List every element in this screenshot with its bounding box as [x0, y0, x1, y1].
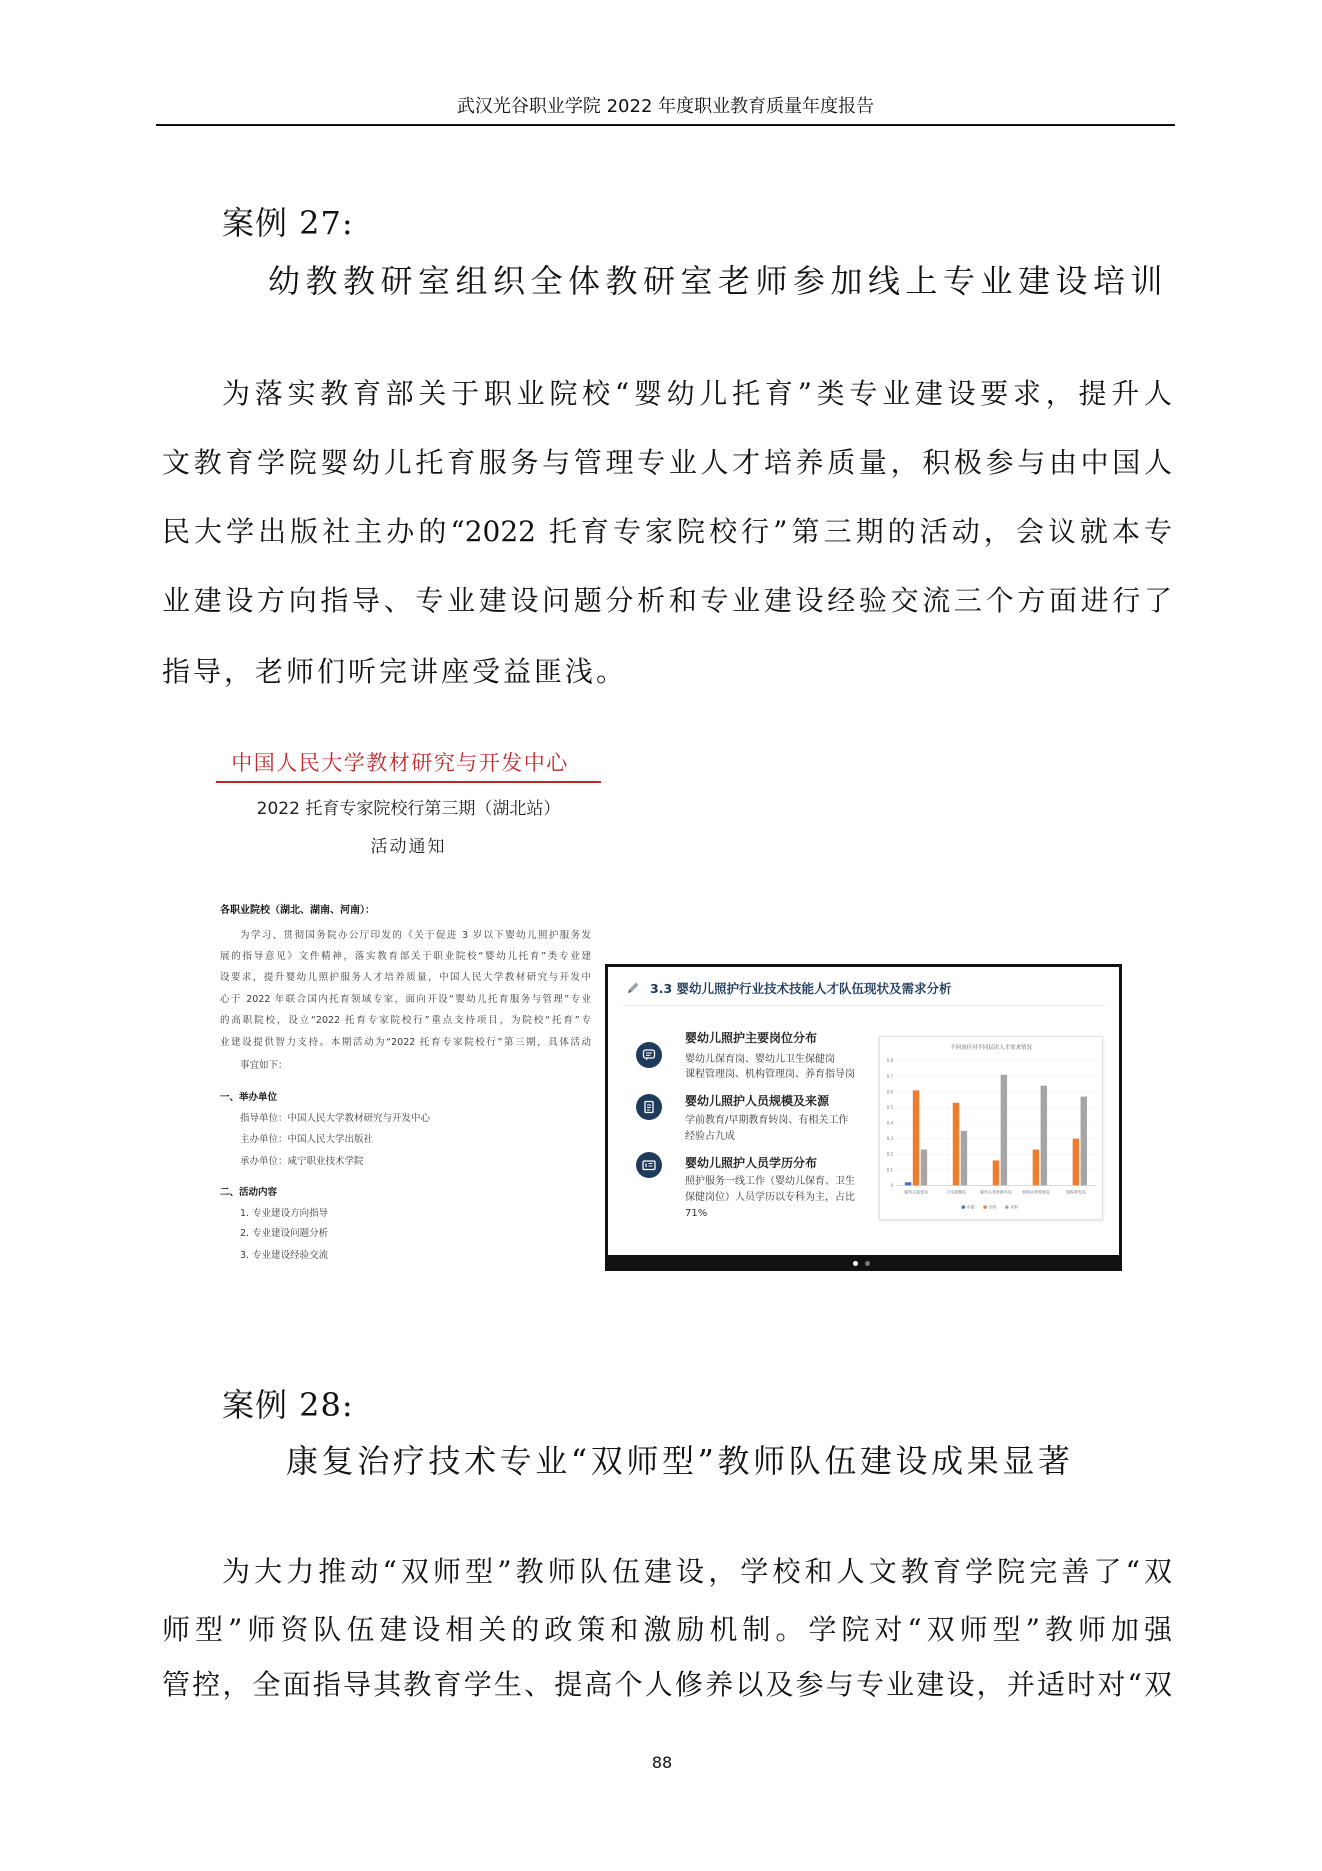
y-tick-label: 0.8 [886, 1058, 894, 1064]
y-tick-label: 0.3 [886, 1136, 894, 1142]
bar [953, 1103, 959, 1186]
case-27-label: 案例 27: [222, 204, 354, 242]
legend-swatch [962, 1205, 966, 1209]
x-tick-label: 课程研发岗 [1066, 1189, 1086, 1195]
notice-section-item: 承办单位：咸宁职业技术学院 [240, 1156, 364, 1167]
y-tick-label: 0.1 [886, 1167, 894, 1173]
notice-section-item: 指导单位：中国人民大学教材研究与开发中心 [240, 1113, 431, 1124]
chat-icon [636, 1042, 662, 1068]
notice-subtitle: 活动通知 [370, 837, 447, 857]
bar [1073, 1139, 1079, 1186]
x-tick-label: 婴幼儿保育岗 [904, 1189, 928, 1195]
y-tick-label: 0.4 [886, 1120, 894, 1126]
case-27-title: 幼教教研室组织全体教研室老师参加线上专业建设培训 [268, 262, 1169, 300]
paragraph-line: 指导，老师们听完讲座受益匪浅。 [162, 655, 628, 688]
case-28-label: 案例 28: [222, 1386, 354, 1424]
slide-item-line: 婴幼儿保育岗、婴幼儿卫生保健岗 [685, 1054, 835, 1065]
x-tick-label: 卫生保健岗 [946, 1189, 966, 1195]
id-card-icon [636, 1152, 662, 1178]
bar [1001, 1075, 1007, 1186]
pencil-icon [625, 980, 641, 1000]
x-tick-label: 机构运营管理岗 [1022, 1189, 1050, 1195]
paragraph-line: 管控，全面指导其教育学生、提高个人修养以及参与专业建设，并适时对“双 [162, 1668, 1172, 1701]
notice-section-item: 1. 专业建设方向指导 [240, 1208, 329, 1219]
slide-item-line: 71% [685, 1208, 708, 1219]
legend-swatch [983, 1205, 987, 1209]
bar [1041, 1086, 1047, 1186]
slide-item-line: 课程管理岗、机构管理岗、养育指导岗 [685, 1069, 855, 1080]
slide-screen [608, 967, 1119, 1255]
bar [921, 1150, 927, 1186]
x-tick-label: 婴幼儿养育指导岗 [980, 1189, 1012, 1195]
running-header: 武汉光谷职业学院 2022 年度职业教育质量年度报告 [456, 96, 875, 117]
chart-canvas [880, 1037, 1102, 1219]
notice-section-item: 3. 专业建设经验交流 [240, 1250, 329, 1261]
notice-section-item: 主办单位：中国人民大学出版社 [240, 1134, 374, 1145]
y-tick-label: 0.5 [886, 1104, 894, 1110]
notice-section-heading: 二、活动内容 [220, 1187, 278, 1198]
slide-title-rule [622, 1005, 1105, 1006]
notice-image [216, 740, 601, 1265]
page-number: 88 [651, 1753, 673, 1772]
notice-org-title: 中国人民大学教材研究与开发中心 [231, 751, 569, 775]
paragraph-line: 民大学出版社主办的“2022 托育专家院校行”第三期的活动，会议就本专 [162, 515, 1172, 548]
notice-salutation: 各职业院校（湖北、湖南、河南）： [220, 905, 375, 916]
slide-item-heading: 婴幼儿照护主要岗位分布 [685, 1031, 818, 1045]
slide-screenshot [605, 964, 1122, 1271]
notice-section-item: 2. 专业建设问题分析 [240, 1228, 329, 1239]
y-tick-label: 0.6 [886, 1089, 894, 1095]
slide-item-line: 照护服务一线工作（婴幼儿保育、卫生 [685, 1176, 855, 1187]
document-icon [636, 1094, 662, 1120]
notice-body-line: 心于 2022 年联合国内托育领域专家，面向开设“婴幼儿托育服务与管理”专业 [220, 994, 591, 1005]
notice-body-line: 设要求，提升婴幼儿照护服务人才培养质量，中国人民大学教材研究与开发中 [220, 972, 591, 983]
slide-chart [879, 1036, 1103, 1220]
case-28-title: 康复治疗技术专业“双师型”教师队伍建设成果显著 [286, 1442, 1074, 1480]
bar [993, 1160, 999, 1185]
legend-label: 中职 [966, 1204, 975, 1210]
paragraph-line: 文教育学院婴幼儿托育服务与管理专业人才培养质量，积极参与由中国人 [162, 446, 1172, 479]
legend-label: 本科 [1010, 1204, 1019, 1210]
carousel-dot-active [853, 1261, 858, 1266]
notice-title: 2022 托育专家院校行第三期（湖北站） [256, 799, 561, 819]
y-tick-label: 0.2 [886, 1151, 894, 1157]
notice-body-line: 事宜如下： [240, 1060, 288, 1071]
paragraph-line: 为大力推动“双师型”教师队伍建设，学校和人文教育学院完善了“双 [222, 1555, 1172, 1588]
chart-title: 不同岗位对不同层次人才需求情况 [950, 1044, 1032, 1051]
slide-item-line: 学前教育/早期教育转岗、有相关工作 [685, 1115, 849, 1126]
slide-item-heading: 婴幼儿照护人员规模及来源 [685, 1094, 830, 1108]
paragraph-line: 业建设方向指导、专业建设问题分析和专业建设经验交流三个方面进行了 [162, 584, 1172, 617]
bar [961, 1131, 967, 1186]
paragraph-line: 为落实教育部关于职业院校“婴幼儿托育”类专业建设要求，提升人 [222, 377, 1172, 410]
notice-body-line: 展的指导意见》文件精神，落实教育部关于职业院校“婴幼儿托育”类专业建 [220, 951, 591, 962]
slide-item-heading: 婴幼儿照护人员学历分布 [685, 1156, 818, 1170]
slide-title: 3.3 婴幼儿照护行业技术技能人才队伍现状及需求分析 [650, 981, 952, 996]
notice-body-line: 的高职院校，设立“2022 托育专家院校行”重点支持项目，为院校“托育”专 [220, 1015, 591, 1026]
y-tick-label: 0 [890, 1182, 894, 1188]
bar [1081, 1097, 1087, 1186]
slide-item-line: 经验占九成 [685, 1131, 735, 1142]
notice-body-line: 业建设提供智力支持。本期活动为“2022 托育专家院校行”第三期，具体活动 [220, 1037, 591, 1048]
y-tick-label: 0.7 [886, 1073, 894, 1079]
bar [905, 1182, 911, 1185]
notice-body-line: 为学习、贯彻国务院办公厅印发的《关于促进 3 岁以下婴幼儿照护服务发 [240, 930, 591, 941]
legend-label: 专科 [988, 1204, 997, 1210]
bar [1033, 1150, 1039, 1186]
legend-swatch [1005, 1205, 1009, 1209]
bar [913, 1090, 919, 1185]
slide-item-line: 保健岗位）人员学历以专科为主，占比 [685, 1192, 855, 1203]
notice-section-heading: 一、举办单位 [220, 1092, 278, 1103]
carousel-dot [865, 1261, 870, 1266]
notice-red-rule [216, 781, 601, 783]
header-rule [156, 124, 1175, 126]
paragraph-line: 师型”师资队伍建设相关的政策和激励机制。学院对“双师型”教师加强 [162, 1613, 1172, 1646]
